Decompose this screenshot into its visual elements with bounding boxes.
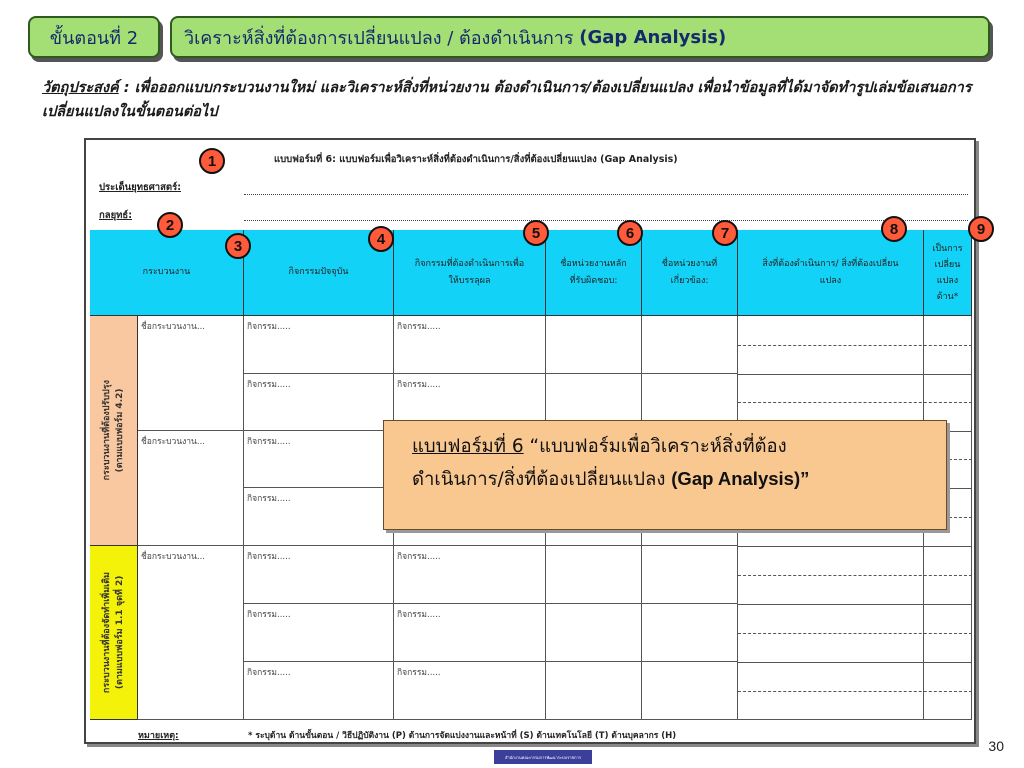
badge-6: 6	[617, 220, 643, 246]
callout-text2: ดำเนินการ/สิ่งที่ต้องเปลี่ยนแปลง	[412, 469, 672, 490]
target-activity-cell	[394, 604, 546, 662]
activity-text: กิจกรรม.....	[397, 668, 441, 678]
header-target-activity-line1: กิจกรรมที่ต้องดำเนินการเพื่อ	[414, 258, 525, 269]
related-unit-cell	[642, 662, 738, 720]
group-band-improve-text	[101, 380, 127, 480]
row-separator	[738, 662, 972, 663]
header-aspect-line2: เปลี่ยน	[934, 259, 961, 270]
activity-text: กิจกรรม.....	[247, 668, 291, 678]
header-aspect	[924, 230, 972, 316]
related-unit-cell	[642, 604, 738, 662]
row-separator	[738, 604, 972, 605]
activity-text: กิจกรรม.....	[247, 610, 291, 620]
group-band-improve	[90, 316, 138, 546]
strategy-label: กลยุทธ์:	[99, 210, 132, 221]
activity-text: กิจกรรม.....	[397, 610, 441, 620]
group-band-new-line2: (ตามแบบฟอร์ม 1.1 จุดที่ 2)	[114, 575, 125, 690]
activity-text: กิจกรรม.....	[247, 437, 291, 447]
current-activity-cell	[244, 374, 394, 431]
badge-3: 3	[225, 233, 251, 259]
header-related-unit-line1: ชื่อหน่วยงานที่	[661, 258, 718, 269]
target-activity-cell	[394, 316, 546, 374]
header-related-unit-line2: เกี่ยวข้อง:	[670, 275, 709, 286]
badge-9: 9	[968, 216, 994, 242]
process-name-cell	[138, 431, 244, 546]
current-activity-cell	[244, 662, 394, 720]
step-label	[28, 16, 160, 58]
header-aspect-line3: แปลง	[936, 275, 959, 286]
step-label-text: ขั้นตอนที่ 2	[49, 27, 139, 49]
header-process	[90, 230, 244, 316]
row-separator	[738, 546, 972, 547]
header-current-activity-text: กิจกรรมปัจจุบัน	[288, 267, 349, 277]
group-band-new	[90, 546, 138, 720]
header-target-activity	[394, 230, 546, 316]
badge-1: 1	[199, 148, 225, 174]
badge-2: 2	[157, 212, 183, 238]
activity-text: กิจกรรม.....	[397, 322, 441, 332]
process-name-text: ชื่อกระบวนงาน...	[141, 552, 205, 562]
callout-line2	[412, 463, 946, 496]
current-activity-cell	[244, 431, 394, 488]
badge-4: 4	[368, 226, 394, 252]
activity-text: กิจกรรม.....	[247, 380, 291, 390]
objective-text: : เพื่อออกแบบกระบวนงานใหม่ และวิเคราะห์สิ่งที่หน่วยงาน ต้องดำเนินการ/ต้องเปลี่ยนแปลง เพื่อนำข้อมูลที่ได้มาจัดทำรูปเล่มข้อเสนอการเปลี่ยนแปลงในขั้นตอนต่อไป	[42, 80, 972, 120]
activity-text: กิจกรรม.....	[397, 552, 441, 562]
header-changes	[738, 230, 924, 316]
objective-label: วัตถุประสงค์	[42, 80, 119, 96]
activity-text: กิจกรรม.....	[247, 322, 291, 332]
form-callout	[383, 420, 947, 530]
callout-text2-bold: (Gap Analysis)”	[671, 468, 810, 489]
group-band-improve-line2: (ตามแบบฟอร์ม 4.2)	[114, 388, 125, 473]
group-band-improve-line1: กระบวนงานที่ต้องปรับปรุง	[101, 380, 112, 481]
header-main-unit-line1: ชื่อหน่วยงานหลัก	[560, 258, 627, 269]
process-name-cell	[138, 546, 244, 720]
badge-7: 7	[712, 220, 738, 246]
related-unit-cell	[642, 546, 738, 604]
process-name-cell	[138, 316, 244, 431]
footer-logo-text: สำนักงานคณะกรรมการพัฒนาระบบราชการ	[504, 754, 581, 760]
current-activity-cell	[244, 488, 394, 546]
dashed-subline	[738, 633, 972, 634]
process-name-text: ชื่อกระบวนงาน...	[141, 322, 205, 332]
main-unit-cell	[546, 604, 642, 662]
current-activity-cell	[244, 604, 394, 662]
header-changes-line2: แปลง	[819, 275, 842, 286]
dashed-subline	[738, 691, 972, 692]
current-activity-cell	[244, 316, 394, 374]
badge-5: 5	[523, 220, 549, 246]
strategic-issue-line	[244, 194, 968, 195]
dashed-subline	[738, 575, 972, 576]
main-unit-cell	[546, 316, 642, 374]
dashed-subline	[738, 345, 972, 346]
dashed-subline	[738, 402, 972, 403]
main-unit-cell	[546, 662, 642, 720]
page-number: 30	[988, 738, 1004, 754]
callout-line1	[412, 431, 946, 463]
activity-text: กิจกรรม.....	[247, 552, 291, 562]
objective-paragraph	[42, 76, 1002, 124]
callout-text1: “แบบฟอร์มเพื่อวิเคราะห์สิ่งที่ต้อง	[523, 436, 787, 457]
header-aspect-line4: ด้าน*	[936, 291, 959, 302]
section-title-text: วิเคราะห์สิ่งที่ต้องการเปลี่ยนแปลง / ต้องดำเนินการ	[184, 27, 580, 49]
target-activity-cell	[394, 546, 546, 604]
row-separator	[738, 374, 972, 375]
section-title	[170, 16, 990, 58]
target-activity-cell	[394, 662, 546, 720]
header-changes-line1: สิ่งที่ต้องดำเนินการ/ สิ่งที่ต้องเปลี่ยน	[762, 258, 899, 269]
header-aspect-line1: เป็นการ	[932, 243, 963, 254]
badge-8: 8	[881, 216, 907, 242]
current-activity-cell	[244, 546, 394, 604]
main-unit-cell	[546, 546, 642, 604]
related-unit-cell	[642, 316, 738, 374]
form-title: แบบฟอร์มที่ 6: แบบฟอร์มเพื่อวิเคราะห์สิ่งที่ต้องดำเนินการ/สิ่งที่ต้องเปลี่ยนแปลง (Gap Analysis)	[274, 154, 678, 165]
header-target-activity-line2: ให้บรรลุผล	[448, 275, 491, 286]
note-label: หมายเหตุ:	[138, 731, 179, 741]
footer-logo	[494, 750, 592, 764]
strategy-line	[244, 220, 968, 221]
group-band-new-line1: กระบวนงานที่ต้องจัดทำเพิ่มเติม	[101, 571, 112, 694]
section-title-bold: (Gap Analysis)	[579, 26, 727, 48]
note-text: * ระบุด้าน ด้านขั้นตอน / วิธีปฏิบัติงาน (P) ด้านการจัดแบ่งงานและหน้าที่ (S) ด้านเทคโนโลยี (T) ด้านบุคลากร (H)	[248, 731, 677, 741]
process-name-text: ชื่อกระบวนงาน...	[141, 437, 205, 447]
strategic-issue-label: ประเด็นยุทธศาสตร์:	[99, 182, 182, 193]
header-process-text: กระบวนงาน	[142, 267, 191, 277]
header-main-unit-line2: ที่รับผิดชอบ:	[569, 275, 618, 286]
callout-prefix: แบบฟอร์มที่ 6	[412, 436, 524, 457]
activity-text: กิจกรรม.....	[247, 494, 291, 504]
activity-text: กิจกรรม.....	[397, 380, 441, 390]
group-band-new-text	[101, 572, 127, 693]
